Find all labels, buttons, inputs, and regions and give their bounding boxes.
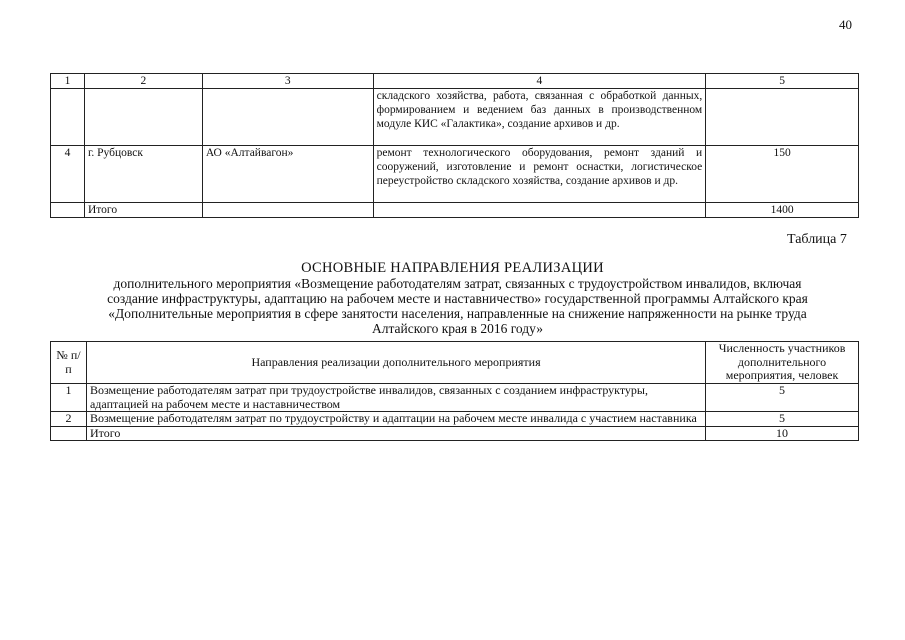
total-count: 1400 <box>706 203 859 218</box>
direction-cell: Возмещение работодателям затрат по трудоустройству и адаптации на рабочем месте инвалида с участием наставника <box>86 412 705 427</box>
work-description-cell: ремонт технологического оборудования, ремонт зданий и сооружений, изготовление и ремонт оснастки, логистическое переустройство складского хозяйства, создание архивов и др. <box>373 146 706 203</box>
table-row <box>51 146 859 203</box>
top-table <box>50 73 859 218</box>
total-empty-cell <box>202 203 373 218</box>
header-cell-count: Численность участников дополнительного мероприятия, человек <box>706 342 859 384</box>
table-header-row <box>51 342 859 384</box>
count-cell: 5 <box>706 412 859 427</box>
section-subtitle: дополнительного мероприятия «Возмещение работодателям затрат, связанных с трудоустройством инвалидов, включая создание инфраструктуры, адаптацию на рабочем месте и наставничество» государственной программы Алтайского края «Дополнительные мероприятия в сфере занятости населения, направленные на снижение напряженности на рынке труда Алтайского края в 2016 году» <box>107 276 808 336</box>
total-empty-cell <box>51 203 85 218</box>
count-cell: 5 <box>706 384 859 412</box>
header-cell: 2 <box>84 74 202 89</box>
directions-table <box>50 341 859 441</box>
table-row <box>51 384 859 412</box>
table-row <box>51 89 859 146</box>
total-row <box>51 426 859 441</box>
table-header-row <box>51 74 859 89</box>
header-cell: 3 <box>202 74 373 89</box>
table-row <box>51 412 859 427</box>
table-label: Таблица 7 <box>787 232 847 247</box>
row-number: 2 <box>51 412 87 427</box>
total-label: Итого <box>86 426 705 441</box>
header-cell: 1 <box>51 74 85 89</box>
count-cell <box>706 89 859 146</box>
company-cell <box>202 89 373 146</box>
total-empty-cell <box>373 203 706 218</box>
city-cell: г. Рубцовск <box>84 146 202 203</box>
row-number: 1 <box>51 384 87 412</box>
row-number <box>51 89 85 146</box>
total-label: Итого <box>84 203 202 218</box>
direction-cell: Возмещение работодателям затрат при трудоустройстве инвалидов, связанных с созданием инфраструктуры, адаптацией на рабочем месте и наставничеством <box>86 384 705 412</box>
page-number: 40 <box>839 17 852 32</box>
total-count: 10 <box>706 426 859 441</box>
header-cell: 5 <box>706 74 859 89</box>
total-row <box>51 203 859 218</box>
header-cell: 4 <box>373 74 706 89</box>
header-cell-num: № п/п <box>51 342 87 384</box>
company-cell: АО «Алтайвагон» <box>202 146 373 203</box>
total-empty-cell <box>51 426 87 441</box>
row-number: 4 <box>51 146 85 203</box>
section-title: ОСНОВНЫЕ НАПРАВЛЕНИЯ РЕАЛИЗАЦИИ <box>301 260 604 276</box>
city-cell <box>84 89 202 146</box>
count-cell: 150 <box>706 146 859 203</box>
header-cell-direction: Направления реализации дополнительного мероприятия <box>86 342 705 384</box>
work-description-cell: складского хозяйства, работа, связанная с обработкой данных, формированием и ведением баз данных в производственном модуле КИС «Галактика», создание архивов и др. <box>373 89 706 146</box>
